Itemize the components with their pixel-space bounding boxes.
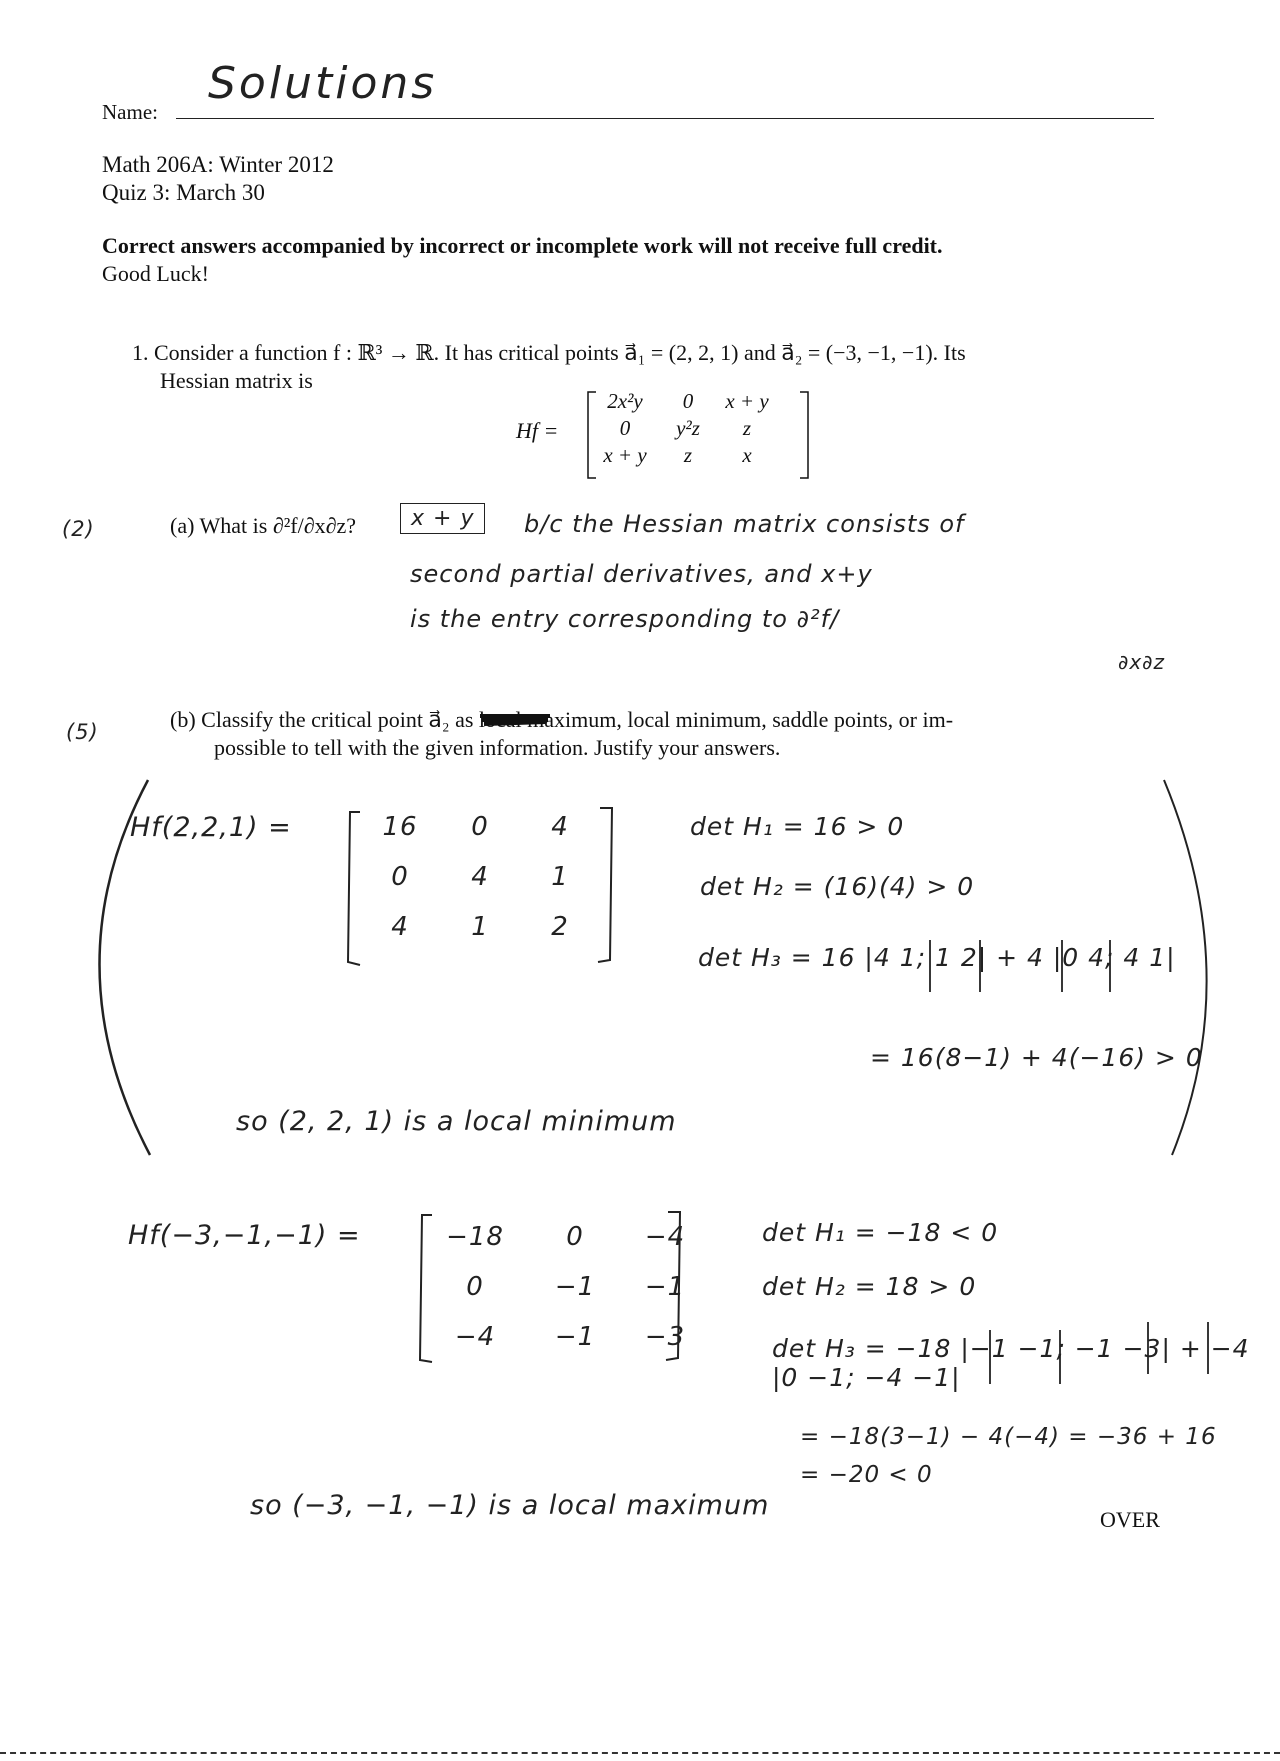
work2-label: Hf(−3,−1,−1) = [128,1220,361,1251]
matrix-entry: 2x²y [607,389,643,413]
matrix-entry: −1 [554,1322,596,1352]
problem-1-statement: 1. Consider a function f : ℝ³ → ℝ. It has critical points a⃗₁ = (2, 2, 1) and a⃗₂ = (−3, −1, −1). Its [132,340,966,365]
work2-det3-result: = −18(3−1) − 4(−4) = −36 + 16 [800,1424,1217,1450]
footer-dashed-rule [0,1752,1280,1754]
matrix-entry: x + y [725,389,769,413]
matrix-entry: 2 [551,912,569,942]
part-b-question-line2: possible to tell with the given information. Justify your answers. [214,735,781,760]
matrix-entry: −1 [554,1272,596,1302]
good-luck: Good Luck! [102,261,209,286]
name-value: Solutions [208,58,438,109]
hessian-label: Hf = [516,418,559,443]
part-a-explanation: is the entry corresponding to ∂²f/ [410,605,840,633]
matrix-entry: z [742,416,752,440]
work2-left-bracket [420,1215,432,1362]
matrix-entry: −4 [644,1222,686,1252]
work1-conclusion: so (2, 2, 1) is a local minimum [236,1106,677,1137]
over-label: OVER [1100,1507,1160,1532]
matrix-entry: x + y [603,443,647,467]
work1-left-bracket [348,812,360,965]
work1-det3-result: = 16(8−1) + 4(−16) > 0 [870,1043,1203,1072]
det-bars [930,940,1110,992]
matrix-entry: 0 [471,812,489,842]
work2-right-bracket [666,1212,680,1360]
course-title: Math 206A: Winter 2012 [102,152,334,177]
part-a-boxed-answer: x + y [400,503,485,534]
work1-det2: det H₂ = (16)(4) > 0 [700,872,975,901]
matrix-entry: −4 [454,1322,496,1352]
work1-right-bracket [598,808,612,962]
name-label: Name: [102,100,158,124]
hessian-left-bracket [588,392,596,478]
matrix-entry: 4 [471,862,489,892]
matrix-entry: 0 [566,1222,584,1252]
part-a-explanation: b/c the Hessian matrix consists of [524,510,965,538]
matrix-entry: 0 [466,1272,484,1302]
credit-warning: Correct answers accompanied by incorrect or incomplete work will not receive full credit. [102,233,943,258]
right-parenthesis [1164,780,1207,1155]
matrix-entry: −1 [644,1272,686,1302]
part-b-question: (b) Classify the critical point a⃗₂ as local maximum, local minimum, saddle points, or im- [170,707,954,732]
part-a-explanation: ∂x∂z [1118,650,1166,674]
work2-conclusion: so (−3, −1, −1) is a local maximum [250,1490,770,1521]
work1-label: Hf(2,2,1) = [130,812,292,843]
matrix-entry: 0 [619,416,631,440]
matrix-entry: −18 [446,1222,504,1252]
det-bars [990,1322,1208,1384]
matrix-entry: x [742,443,752,467]
part-a-question: (a) What is ∂²f/∂x∂z? [170,513,357,538]
matrix-entry: 1 [471,912,489,942]
work2-det3-final: = −20 < 0 [800,1462,933,1488]
problem-1-statement-line2: Hessian matrix is [160,368,313,393]
matrix-entry: 16 [382,812,418,842]
scribble-mark [480,716,550,724]
part-b-points: (5) [66,720,99,744]
matrix-entry: y²z [676,416,700,440]
work2-det1: det H₁ = −18 < 0 [762,1218,999,1247]
matrix-entry: 4 [391,912,409,942]
matrix-entry: 1 [551,862,569,892]
left-parenthesis [99,780,150,1155]
work1-det1: det H₁ = 16 > 0 [690,812,905,841]
matrix-entry: 4 [551,812,569,842]
part-a-explanation: second partial derivatives, and x+y [410,560,873,588]
matrix-entry: 0 [682,389,694,413]
work2-det2: det H₂ = 18 > 0 [762,1272,977,1301]
matrix-entry: z [683,443,693,467]
matrix-entry: −3 [644,1322,686,1352]
quiz-title: Quiz 3: March 30 [102,180,265,205]
work2-det3: det H₃ = −18 |−1 −1; −1 −3| + −4 |0 −1; −4 −1| [772,1334,1250,1392]
hessian-right-bracket [800,392,808,478]
matrix-entry: 0 [391,862,409,892]
work1-det3: det H₃ = 16 |4 1; 1 2| + 4 |0 4; 4 1| [698,943,1176,972]
part-a-points: (2) [62,517,95,541]
